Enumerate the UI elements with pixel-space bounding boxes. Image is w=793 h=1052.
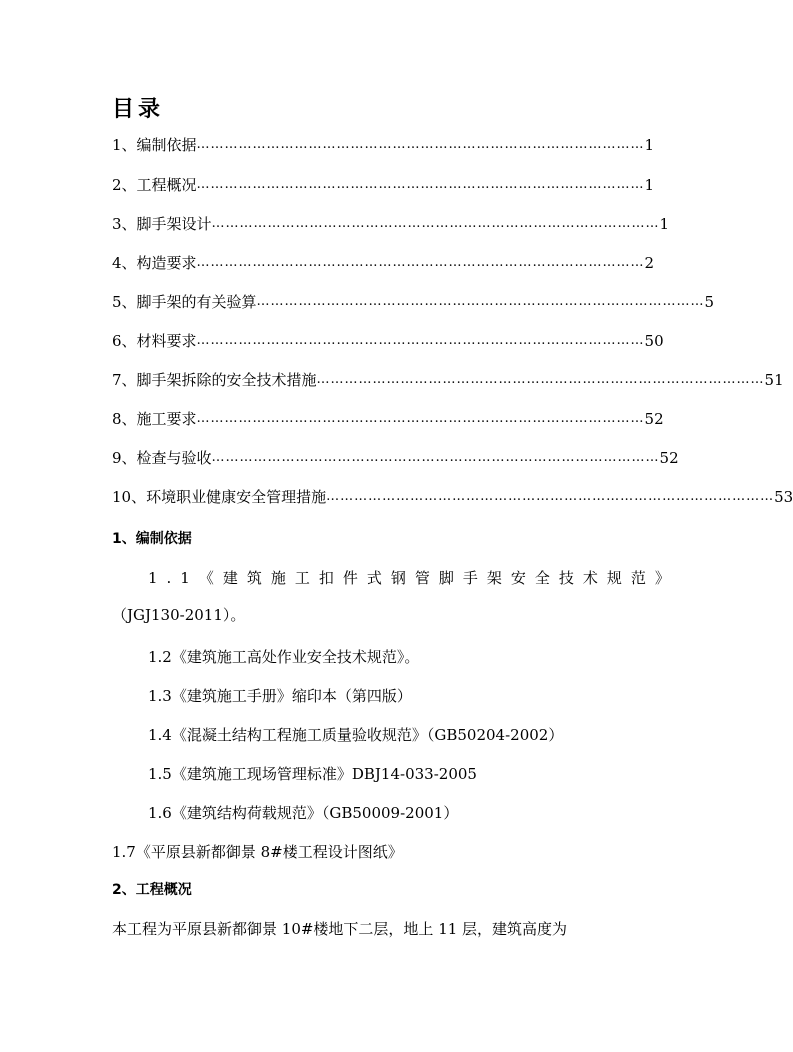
reference-item: 1.4《混凝土结构工程施工质量验收规范》（GB50204-2002） xyxy=(148,726,564,744)
toc-entry-page: 2 xyxy=(644,254,655,272)
reference-item: 1.7《平原县新都御景 8#楼工程设计图纸》 xyxy=(112,843,403,861)
reference-item: 1.2《建筑施工高处作业安全技术规范》。 xyxy=(148,648,420,666)
toc-leader-dots: …………………………………………………………………………………… xyxy=(211,216,660,231)
section-heading: 1、编制依据 xyxy=(112,531,192,547)
body-paragraph: 本工程为平原县新都御景 10#楼地下二层，地上 11 层，建筑高度为 xyxy=(112,920,568,938)
toc-entry[interactable] xyxy=(112,369,784,391)
reference-item-continuation: （JGJ130-2011）。 xyxy=(112,606,246,624)
toc-entry[interactable] xyxy=(112,252,655,274)
toc-leader-dots: …………………………………………………………………………………… xyxy=(256,294,705,309)
toc-entry-label: 1、编制依据 xyxy=(112,136,197,154)
toc-entry-page: 1 xyxy=(644,136,655,154)
toc-entry-label: 8、施工要求 xyxy=(112,410,197,428)
toc-leader-dots: …………………………………………………………………………………… xyxy=(196,177,645,192)
toc-title: 目录 xyxy=(112,97,165,122)
toc-entry-label: 5、脚手架的有关验算 xyxy=(112,293,257,311)
section-heading: 2、工程概况 xyxy=(112,882,192,898)
toc-entry[interactable] xyxy=(112,291,715,313)
toc-leader-dots: …………………………………………………………………………………… xyxy=(196,411,645,426)
toc-entry-page: 51 xyxy=(764,371,784,389)
toc-entry[interactable] xyxy=(112,134,655,156)
toc-entry-page: 1 xyxy=(659,215,670,233)
toc-entry-page: 1 xyxy=(644,176,655,194)
toc-entry-page: 53 xyxy=(774,488,793,506)
toc-entry-label: 6、材料要求 xyxy=(112,332,197,350)
toc-entry[interactable] xyxy=(112,486,793,508)
toc-entry-label: 10、环境职业健康安全管理措施 xyxy=(112,488,327,506)
toc-leader-dots: …………………………………………………………………………………… xyxy=(211,450,660,465)
toc-entry[interactable] xyxy=(112,174,655,196)
reference-item: 1.3《建筑施工手册》缩印本（第四版） xyxy=(148,687,412,705)
toc-entry[interactable] xyxy=(112,408,664,430)
toc-leader-dots: …………………………………………………………………………………… xyxy=(326,489,775,504)
toc-entry-label: 4、构造要求 xyxy=(112,254,197,272)
toc-entry-page: 52 xyxy=(644,410,664,428)
toc-leader-dots: …………………………………………………………………………………… xyxy=(316,372,765,387)
toc-leader-dots: …………………………………………………………………………………… xyxy=(196,333,645,348)
toc-leader-dots: …………………………………………………………………………………… xyxy=(196,255,645,270)
toc-leader-dots: …………………………………………………………………………………… xyxy=(196,137,645,152)
reference-item: 1.5《建筑施工现场管理标准》DBJ14-033-2005 xyxy=(148,765,477,783)
reference-item: 1.1《建筑施工扣件式钢管脚手架安全技术规范》 xyxy=(148,569,679,587)
toc-entry[interactable] xyxy=(112,447,679,469)
toc-entry-label: 7、脚手架拆除的安全技术措施 xyxy=(112,371,317,389)
toc-entry[interactable] xyxy=(112,213,670,235)
toc-entry-page: 50 xyxy=(644,332,664,350)
toc-entry-label: 2、工程概况 xyxy=(112,176,197,194)
toc-entry-label: 9、检查与验收 xyxy=(112,449,212,467)
toc-entry-page: 52 xyxy=(659,449,679,467)
toc-entry-page: 5 xyxy=(704,293,715,311)
toc-entry-label: 3、脚手架设计 xyxy=(112,215,212,233)
reference-item: 1.6《建筑结构荷载规范》（GB50009-2001） xyxy=(148,804,459,822)
toc-entry[interactable] xyxy=(112,330,664,352)
